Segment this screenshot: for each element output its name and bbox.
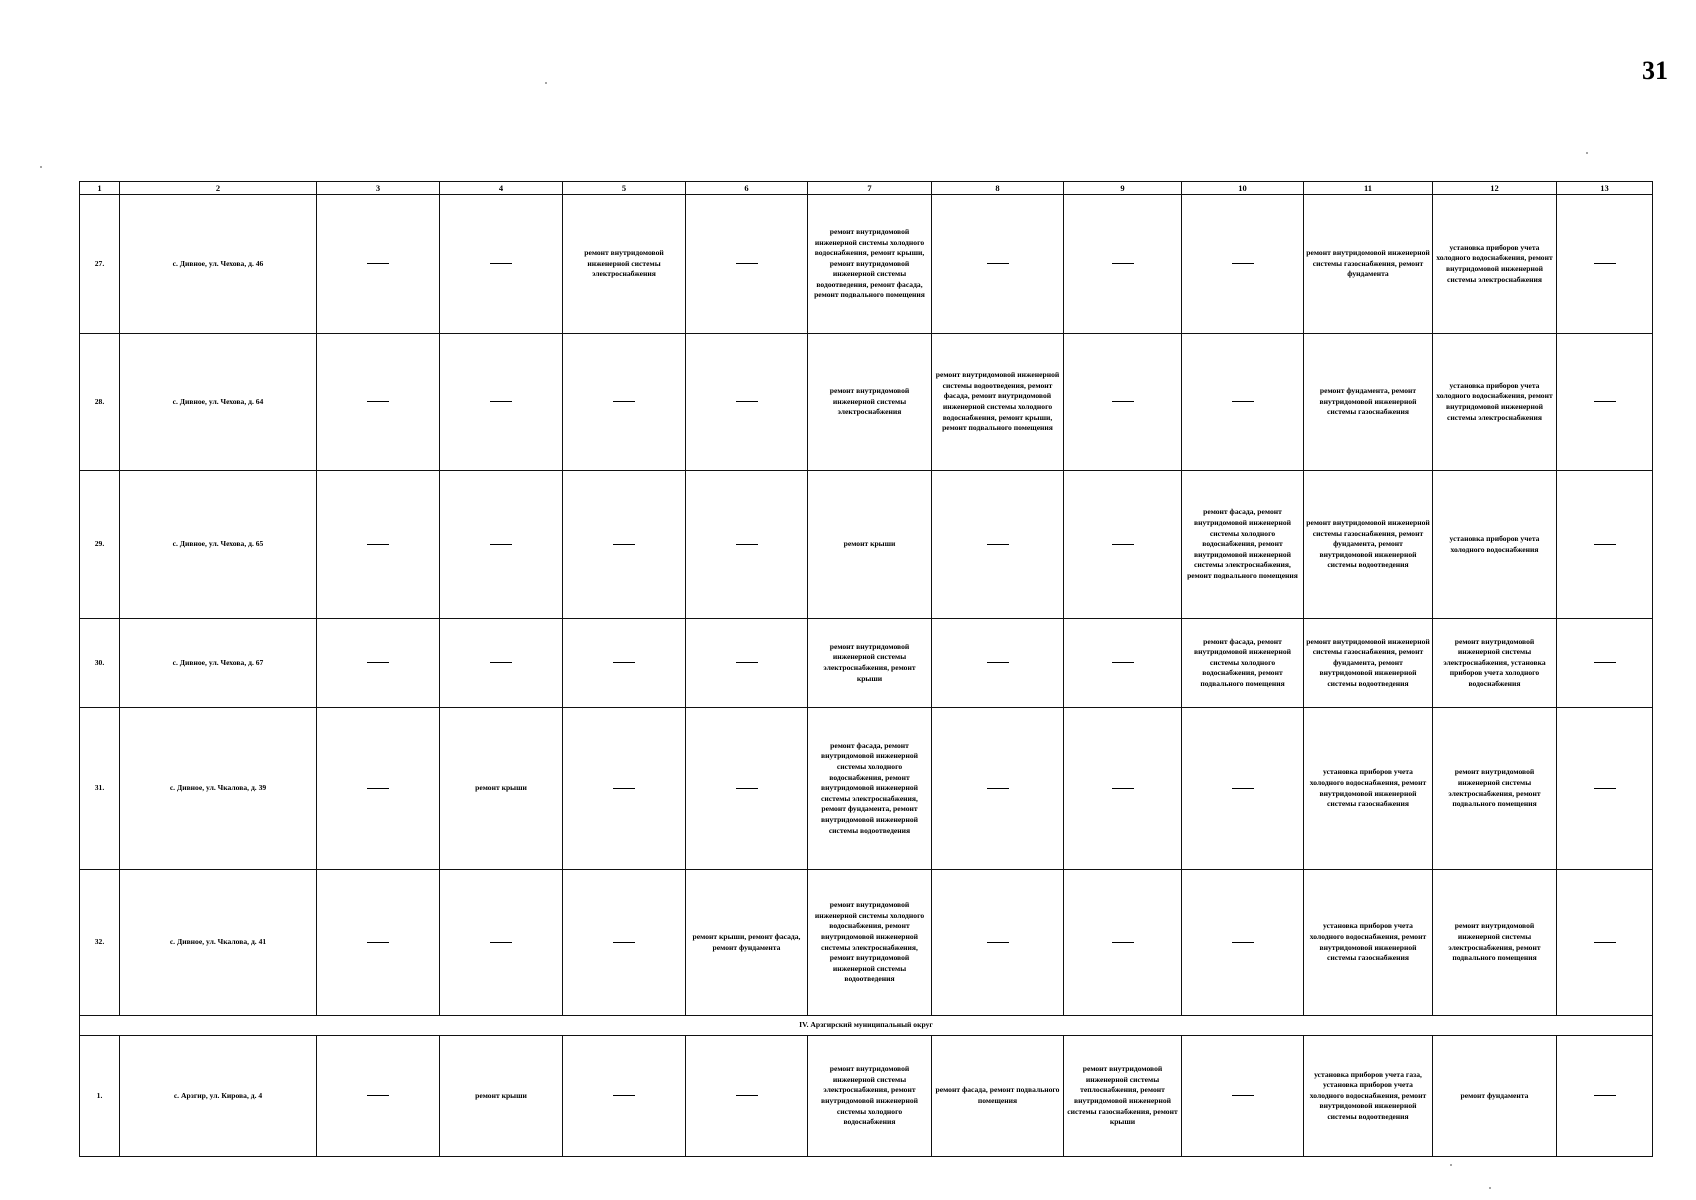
work-cell: ремонт крыши xyxy=(440,708,563,870)
work-cell: ремонт внутридомовой инженерной системы электроснабжения, ремонт внутридомовой инженерной системы холодного водоснабжения xyxy=(808,1036,932,1157)
work-cell: ремонт крыши, ремонт фасада, ремонт фундамента xyxy=(686,870,808,1016)
dash-mark xyxy=(490,263,512,264)
work-cell: ремонт внутридомовой инженерной системы электроснабжения, ремонт крыши xyxy=(808,619,932,708)
empty-cell xyxy=(440,195,563,334)
row-number: 27. xyxy=(80,195,120,334)
empty-cell xyxy=(1064,471,1182,619)
section-title: IV. Арзгирский муниципальный округ xyxy=(80,1016,1653,1036)
repair-plan-table xyxy=(79,181,1653,1157)
empty-cell xyxy=(932,195,1064,334)
empty-cell xyxy=(686,334,808,471)
work-cell: ремонт фундамента xyxy=(1433,1036,1557,1157)
empty-cell xyxy=(563,708,686,870)
address-cell: с. Арзгир, ул. Кирова, д. 4 xyxy=(120,1036,317,1157)
table-row xyxy=(80,334,1653,471)
work-cell: ремонт фасада, ремонт внутридомовой инженерной системы холодного водоснабжения, ремонт внутридомовой инженерной системы электроснабжения, ремонт фундамента, ремонт внутридомовой инженерной системы водоотведения xyxy=(808,708,932,870)
address-cell: с. Дивное, ул. Чехова, д. 65 xyxy=(120,471,317,619)
empty-cell xyxy=(1182,870,1304,1016)
dash-mark xyxy=(987,788,1009,789)
work-cell: ремонт внутридомовой инженерной системы холодного водоснабжения, ремонт крыши, ремонт внутридомовой инженерной системы водоотведения, ремонт фасада, ремонт подвального помещения xyxy=(808,195,932,334)
address-cell: с. Дивное, ул. Чкалова, д. 41 xyxy=(120,870,317,1016)
row-number: 1. xyxy=(80,1036,120,1157)
work-cell: установка приборов учета газа, установка приборов учета холодного водоснабжения, ремонт внутридомовой инженерной системы водоотведения xyxy=(1304,1036,1433,1157)
empty-cell xyxy=(1557,708,1653,870)
empty-cell xyxy=(440,471,563,619)
dash-mark xyxy=(1112,788,1134,789)
column-number: 5 xyxy=(563,182,686,195)
dash-mark xyxy=(367,662,389,663)
column-number: 12 xyxy=(1433,182,1557,195)
dash-mark xyxy=(987,544,1009,545)
column-number: 1 xyxy=(80,182,120,195)
dash-mark xyxy=(1112,544,1134,545)
work-cell: ремонт внутридомовой инженерной системы газоснабжения, ремонт фундамента xyxy=(1304,195,1433,334)
dash-mark xyxy=(490,401,512,402)
dash-mark xyxy=(987,662,1009,663)
row-number: 30. xyxy=(80,619,120,708)
empty-cell xyxy=(317,870,440,1016)
empty-cell xyxy=(1064,870,1182,1016)
work-cell: установка приборов учета холодного водоснабжения xyxy=(1433,471,1557,619)
address-cell: с. Дивное, ул. Чехова, д. 46 xyxy=(120,195,317,334)
dash-mark xyxy=(1594,662,1616,663)
scan-speck xyxy=(1450,1164,1452,1166)
work-cell: ремонт внутридомовой инженерной системы газоснабжения, ремонт фундамента, ремонт внутридомовой инженерной системы водоотведения xyxy=(1304,471,1433,619)
row-number: 31. xyxy=(80,708,120,870)
section-row xyxy=(80,1016,1653,1036)
dash-mark xyxy=(367,1095,389,1096)
column-number: 3 xyxy=(317,182,440,195)
work-cell: ремонт фундамента, ремонт внутридомовой инженерной системы газоснабжения xyxy=(1304,334,1433,471)
empty-cell xyxy=(1064,708,1182,870)
empty-cell xyxy=(1064,195,1182,334)
table-row xyxy=(80,708,1653,870)
empty-cell xyxy=(317,619,440,708)
empty-cell xyxy=(932,619,1064,708)
dash-mark xyxy=(1594,942,1616,943)
empty-cell xyxy=(317,708,440,870)
dash-mark xyxy=(736,544,758,545)
empty-cell xyxy=(1182,334,1304,471)
empty-cell xyxy=(1182,1036,1304,1157)
dash-mark xyxy=(1594,401,1616,402)
empty-cell xyxy=(1557,471,1653,619)
dash-mark xyxy=(367,401,389,402)
empty-cell xyxy=(563,619,686,708)
dash-mark xyxy=(613,942,635,943)
work-cell: ремонт внутридомовой инженерной системы электроснабжения, ремонт подвального помещения xyxy=(1433,708,1557,870)
address-cell: с. Дивное, ул. Чкалова, д. 39 xyxy=(120,708,317,870)
dash-mark xyxy=(367,942,389,943)
dash-mark xyxy=(1112,942,1134,943)
dash-mark xyxy=(1594,544,1616,545)
table-row xyxy=(80,471,1653,619)
empty-cell xyxy=(1557,195,1653,334)
empty-cell xyxy=(440,870,563,1016)
empty-cell xyxy=(1557,619,1653,708)
dash-mark xyxy=(613,788,635,789)
empty-cell xyxy=(686,471,808,619)
work-cell: ремонт крыши xyxy=(808,471,932,619)
table-row xyxy=(80,1036,1653,1157)
empty-cell xyxy=(440,619,563,708)
dash-mark xyxy=(367,263,389,264)
scan-speck xyxy=(1489,1187,1491,1189)
work-cell: ремонт внутридомовой инженерной системы электроснабжения, ремонт подвального помещения xyxy=(1433,870,1557,1016)
column-number: 11 xyxy=(1304,182,1433,195)
address-cell: с. Дивное, ул. Чехова, д. 64 xyxy=(120,334,317,471)
dash-mark xyxy=(1232,263,1254,264)
work-cell: установка приборов учета холодного водоснабжения, ремонт внутридомовой инженерной системы газоснабжения xyxy=(1304,870,1433,1016)
work-cell: ремонт внутридомовой инженерной системы газоснабжения, ремонт фундамента, ремонт внутридомовой инженерной системы водоотведения xyxy=(1304,619,1433,708)
dash-mark xyxy=(1112,263,1134,264)
work-cell: ремонт крыши xyxy=(440,1036,563,1157)
column-number: 2 xyxy=(120,182,317,195)
empty-cell xyxy=(686,1036,808,1157)
dash-mark xyxy=(613,1095,635,1096)
empty-cell xyxy=(317,195,440,334)
work-cell: установка приборов учета холодного водоснабжения, ремонт внутридомовой инженерной системы электроснабжения xyxy=(1433,334,1557,471)
dash-mark xyxy=(736,788,758,789)
empty-cell xyxy=(1064,334,1182,471)
empty-cell xyxy=(563,870,686,1016)
work-cell: установка приборов учета холодного водоснабжения, ремонт внутридомовой инженерной системы газоснабжения xyxy=(1304,708,1433,870)
dash-mark xyxy=(1232,788,1254,789)
work-cell: ремонт внутридомовой инженерной системы электроснабжения xyxy=(808,334,932,471)
dash-mark xyxy=(1232,401,1254,402)
empty-cell xyxy=(686,708,808,870)
work-cell: ремонт фасада, ремонт подвального помещения xyxy=(932,1036,1064,1157)
page-number: 31 xyxy=(1642,56,1668,85)
empty-cell xyxy=(932,870,1064,1016)
scan-speck xyxy=(1586,152,1588,154)
work-cell: ремонт фасада, ремонт внутридомовой инженерной системы холодного водоснабжения, ремонт подвального помещения xyxy=(1182,619,1304,708)
empty-cell xyxy=(317,334,440,471)
column-number: 10 xyxy=(1182,182,1304,195)
dash-mark xyxy=(1594,263,1616,264)
dash-mark xyxy=(367,544,389,545)
column-number: 7 xyxy=(808,182,932,195)
dash-mark xyxy=(1112,401,1134,402)
dash-mark xyxy=(490,662,512,663)
empty-cell xyxy=(932,471,1064,619)
empty-cell xyxy=(563,471,686,619)
scan-speck xyxy=(545,82,547,84)
row-number: 29. xyxy=(80,471,120,619)
dash-mark xyxy=(736,263,758,264)
empty-cell xyxy=(686,619,808,708)
empty-cell xyxy=(317,1036,440,1157)
dash-mark xyxy=(1112,662,1134,663)
column-number: 13 xyxy=(1557,182,1653,195)
dash-mark xyxy=(987,263,1009,264)
column-number: 9 xyxy=(1064,182,1182,195)
dash-mark xyxy=(490,544,512,545)
empty-cell xyxy=(686,195,808,334)
work-cell: ремонт внутридомовой инженерной системы водоотведения, ремонт фасада, ремонт внутридомовой инженерной системы холодного водоснабжения, ремонт крыши, ремонт подвального помещения xyxy=(932,334,1064,471)
work-cell: ремонт внутридомовой инженерной системы электроснабжения xyxy=(563,195,686,334)
dash-mark xyxy=(736,662,758,663)
empty-cell xyxy=(563,334,686,471)
empty-cell xyxy=(1557,870,1653,1016)
empty-cell xyxy=(1182,708,1304,870)
column-number-row xyxy=(80,182,1653,195)
empty-cell xyxy=(1557,334,1653,471)
dash-mark xyxy=(1232,942,1254,943)
column-number: 4 xyxy=(440,182,563,195)
dash-mark xyxy=(367,788,389,789)
column-number: 6 xyxy=(686,182,808,195)
empty-cell xyxy=(563,1036,686,1157)
empty-cell xyxy=(1064,619,1182,708)
table-row xyxy=(80,195,1653,334)
work-cell: ремонт внутридомовой инженерной системы электроснабжения, установка приборов учета холодного водоснабжения xyxy=(1433,619,1557,708)
work-cell: ремонт внутридомовой инженерной системы холодного водоснабжения, ремонт внутридомовой инженерной системы электроснабжения, ремонт внутридомовой инженерной системы водоотведения xyxy=(808,870,932,1016)
scan-speck xyxy=(40,166,42,168)
dash-mark xyxy=(613,544,635,545)
work-cell: ремонт фасада, ремонт внутридомовой инженерной системы холодного водоснабжения, ремонт внутридомовой инженерной системы электроснабжения, ремонт подвального помещения xyxy=(1182,471,1304,619)
row-number: 28. xyxy=(80,334,120,471)
work-cell: установка приборов учета холодного водоснабжения, ремонт внутридомовой инженерной системы электроснабжения xyxy=(1433,195,1557,334)
column-number: 8 xyxy=(932,182,1064,195)
dash-mark xyxy=(490,942,512,943)
empty-cell xyxy=(932,708,1064,870)
dash-mark xyxy=(613,401,635,402)
empty-cell xyxy=(317,471,440,619)
dash-mark xyxy=(1232,1095,1254,1096)
empty-cell xyxy=(440,334,563,471)
empty-cell xyxy=(1182,195,1304,334)
dash-mark xyxy=(1594,788,1616,789)
address-cell: с. Дивное, ул. Чехова, д. 67 xyxy=(120,619,317,708)
row-number: 32. xyxy=(80,870,120,1016)
dash-mark xyxy=(613,662,635,663)
table-row xyxy=(80,870,1653,1016)
dash-mark xyxy=(987,942,1009,943)
dash-mark xyxy=(736,1095,758,1096)
empty-cell xyxy=(1557,1036,1653,1157)
dash-mark xyxy=(1594,1095,1616,1096)
work-cell: ремонт внутридомовой инженерной системы теплоснабжения, ремонт внутридомовой инженерной системы газоснабжения, ремонт крыши xyxy=(1064,1036,1182,1157)
table-row xyxy=(80,619,1653,708)
dash-mark xyxy=(736,401,758,402)
